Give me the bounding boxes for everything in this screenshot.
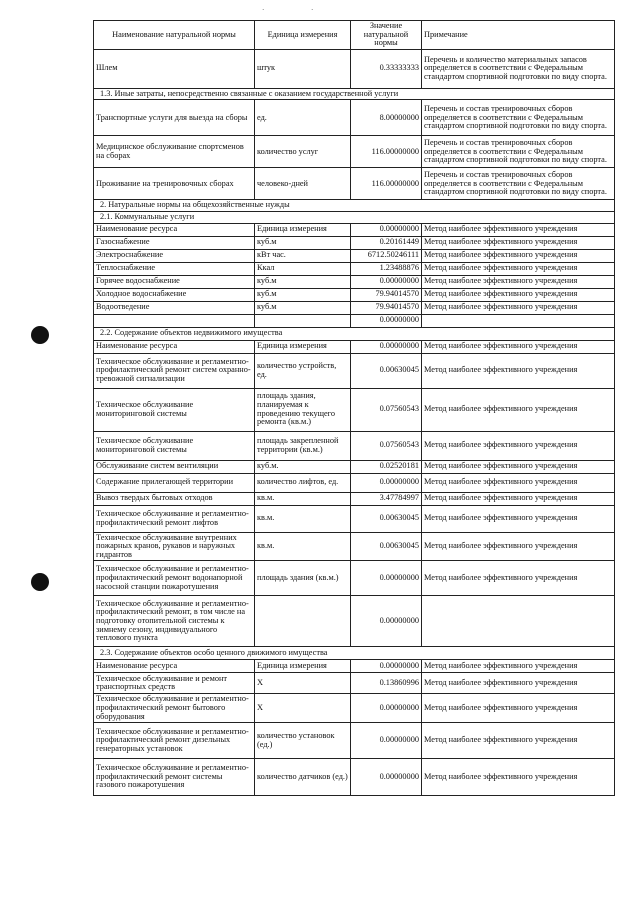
header-unit: Единица измерения xyxy=(255,21,351,50)
note-cell xyxy=(422,314,615,327)
section-heading: 2. Натуральные нормы на общехозяйственные нужды xyxy=(94,200,615,212)
value-cell: 0.00000000 xyxy=(351,596,422,647)
resource-name-cell: Электроснабжение xyxy=(94,249,255,262)
table-row xyxy=(94,236,615,249)
value-cell: 0.33333333 xyxy=(351,49,422,88)
scan-speck: · xyxy=(262,6,265,14)
note-cell: Метод наиболее эффективного учреждения xyxy=(422,759,615,796)
note-cell: Метод наиболее эффективного учреждения xyxy=(422,275,615,288)
resource-name-cell: Вывоз твердых бытовых отходов xyxy=(94,492,255,505)
note-cell: Метод наиболее эффективного учреждения xyxy=(422,460,615,473)
table-row xyxy=(94,388,615,431)
table-row xyxy=(94,660,615,673)
table-row xyxy=(94,561,615,596)
section-2-1-row xyxy=(94,211,615,223)
resource-name-cell: Наименование ресурса xyxy=(94,660,255,673)
unit-cell: кв.м. xyxy=(255,492,351,505)
header-value: Значение натуральной нормы xyxy=(351,21,422,50)
table-row xyxy=(94,473,615,492)
unit-cell: куб.м. xyxy=(255,460,351,473)
note-cell: Метод наиболее эффективного учреждения xyxy=(422,673,615,694)
note-cell: Метод наиболее эффективного учреждения xyxy=(422,532,615,561)
value-cell: 0.02520181 xyxy=(351,460,422,473)
note-cell: Метод наиболее эффективного учреждения xyxy=(422,236,615,249)
unit-cell xyxy=(255,596,351,647)
unit-cell: куб.м xyxy=(255,236,351,249)
note-cell: Метод наиболее эффективного учреждения xyxy=(422,301,615,314)
unit-cell: Единица измерения xyxy=(255,660,351,673)
section-1-3-row xyxy=(94,88,615,100)
value-cell: 0.07560543 xyxy=(351,388,422,431)
table-row xyxy=(94,596,615,647)
table-row xyxy=(94,136,615,168)
unit-cell: количество установок (ед.) xyxy=(255,723,351,759)
resource-name-cell: Техническое обслуживание и регламентно-профилактический ремонт дизельных генераторных установок xyxy=(94,723,255,759)
value-cell: 0.00000000 xyxy=(351,660,422,673)
table-row xyxy=(94,340,615,353)
value-cell: 6712.50246111 xyxy=(351,249,422,262)
note-cell: Метод наиболее эффективного учреждения xyxy=(422,431,615,460)
resource-name-cell: Техническое обслуживание и регламентно-профилактический ремонт систем охранно-тревожной сигнализации xyxy=(94,353,255,388)
value-cell: 79.94014570 xyxy=(351,301,422,314)
value-cell: 3.47784997 xyxy=(351,492,422,505)
section-heading: 2.3. Содержание объектов особо ценного движимого имущества xyxy=(94,647,615,660)
unit-cell: ед. xyxy=(255,100,351,136)
note-cell: Метод наиболее эффективного учреждения xyxy=(422,660,615,673)
section-heading: 2.1. Коммунальные услуги xyxy=(94,211,615,223)
header-note: Примечание xyxy=(422,21,615,50)
resource-name-cell: Техническое обслуживание и регламентно-профилактический ремонт водонапорной насосной станции пожаротушения xyxy=(94,561,255,596)
table-row xyxy=(94,262,615,275)
section-2-3-row xyxy=(94,647,615,660)
value-cell: 0.00000000 xyxy=(351,314,422,327)
unit-cell: количество датчиков (ед.) xyxy=(255,759,351,796)
section-heading: 1.3. Иные затраты, непосредственно связанные с оказанием государственной услуги xyxy=(94,88,615,100)
note-cell: Перечень и состав тренировочных сборов определяется в соответствии с Федеральным стандартом спортивной подготовки по виду спорта. xyxy=(422,136,615,168)
note-cell: Метод наиболее эффективного учреждения xyxy=(422,249,615,262)
table-row xyxy=(94,460,615,473)
resource-name-cell: Медицинское обслуживание спортсменов на сборах xyxy=(94,136,255,168)
resource-name-cell: Содержание прилегающей территории xyxy=(94,473,255,492)
resource-name-cell: Наименование ресурса xyxy=(94,223,255,236)
note-cell: Метод наиболее эффективного учреждения xyxy=(422,223,615,236)
note-cell: Метод наиболее эффективного учреждения xyxy=(422,723,615,759)
unit-cell: площадь здания (кв.м.) xyxy=(255,561,351,596)
resource-name-cell: Техническое обслуживание внутренних пожарных кранов, рукавов и наружных гидрантов xyxy=(94,532,255,561)
unit-cell: количество устройств, ед. xyxy=(255,353,351,388)
value-cell: 0.00000000 xyxy=(351,561,422,596)
note-cell: Перечень и состав тренировочных сборов определяется в соответствии с Федеральным стандартом спортивной подготовки по виду спорта. xyxy=(422,168,615,200)
table-row xyxy=(94,100,615,136)
value-cell: 0.00000000 xyxy=(351,694,422,723)
table-row xyxy=(94,249,615,262)
value-cell: 0.00000000 xyxy=(351,275,422,288)
value-cell: 79.94014570 xyxy=(351,288,422,301)
unit-cell: человеко-дней xyxy=(255,168,351,200)
resource-name-cell: Техническое обслуживание и регламентно-профилактический ремонт, в том числе на подготовку отопительной системы к зимнему сезону, индивидуального теплового пункта xyxy=(94,596,255,647)
value-cell: 116.00000000 xyxy=(351,136,422,168)
resource-name-cell: Газоснабжение xyxy=(94,236,255,249)
resource-name-cell: Техническое обслуживание и регламентно-профилактический ремонт лифтов xyxy=(94,505,255,532)
unit-cell: Х xyxy=(255,673,351,694)
table-row xyxy=(94,723,615,759)
unit-cell: куб.м xyxy=(255,288,351,301)
note-cell: Метод наиболее эффективного учреждения xyxy=(422,492,615,505)
resource-name-cell: Обслуживание систем вентиляции xyxy=(94,460,255,473)
unit-cell xyxy=(255,314,351,327)
table-row xyxy=(94,223,615,236)
value-cell: 116.00000000 xyxy=(351,168,422,200)
note-cell: Метод наиболее эффективного учреждения xyxy=(422,388,615,431)
value-cell: 0.00630045 xyxy=(351,532,422,561)
unit-cell: площадь закрепленной территории (кв.м.) xyxy=(255,431,351,460)
unit-cell: Единица измерения xyxy=(255,223,351,236)
value-cell: 0.07560543 xyxy=(351,431,422,460)
unit-cell: Единица измерения xyxy=(255,340,351,353)
header-name: Наименование натуральной нормы xyxy=(94,21,255,50)
table-row xyxy=(94,288,615,301)
note-cell: Метод наиболее эффективного учреждения xyxy=(422,353,615,388)
table-row xyxy=(94,275,615,288)
value-cell: 8.00000000 xyxy=(351,100,422,136)
table-row xyxy=(94,532,615,561)
note-cell: Перечень и количество материальных запасов определяется в соответствии с Федеральным стандартом спортивной подготовки по виду спорта. xyxy=(422,49,615,88)
note-cell: Метод наиболее эффективного учреждения xyxy=(422,694,615,723)
value-cell: 0.00000000 xyxy=(351,223,422,236)
resource-name-cell: Холодное водоснабжение xyxy=(94,288,255,301)
resource-name-cell: Техническое обслуживание и регламентно-профилактический ремонт системы газового пожаротушения xyxy=(94,759,255,796)
section-2-row xyxy=(94,200,615,212)
resource-name-cell: Горячее водоснабжение xyxy=(94,275,255,288)
value-cell: 0.13860996 xyxy=(351,673,422,694)
unit-cell: кв.м. xyxy=(255,532,351,561)
value-cell: 1.23488876 xyxy=(351,262,422,275)
table-row xyxy=(94,168,615,200)
table-row xyxy=(94,492,615,505)
unit-cell: кВт час. xyxy=(255,249,351,262)
note-cell: Метод наиболее эффективного учреждения xyxy=(422,473,615,492)
resource-name-cell: Техническое обслуживание мониторинговой системы xyxy=(94,431,255,460)
note-cell xyxy=(422,596,615,647)
value-cell: 0.00630045 xyxy=(351,353,422,388)
value-cell: 0.00000000 xyxy=(351,473,422,492)
table-row xyxy=(94,694,615,723)
resource-name-cell: Транспортные услуги для выезда на сборы xyxy=(94,100,255,136)
section-heading: 2.2. Содержание объектов недвижимого имущества xyxy=(94,327,615,340)
table-row xyxy=(94,301,615,314)
scan-speck: · xyxy=(311,6,314,14)
table-row xyxy=(94,314,615,327)
note-cell: Метод наиболее эффективного учреждения xyxy=(422,505,615,532)
resource-name-cell: Водоотведение xyxy=(94,301,255,314)
resource-name-cell: Техническое обслуживание и регламентно-профилактический ремонт бытового оборудования xyxy=(94,694,255,723)
resource-name-cell: Техническое обслуживание мониторинговой системы xyxy=(94,388,255,431)
resource-name-cell: Наименование ресурса xyxy=(94,340,255,353)
table-row xyxy=(94,673,615,694)
unit-cell: Х xyxy=(255,694,351,723)
note-cell: Перечень и состав тренировочных сборов определяется в соответствии с Федеральным стандартом спортивной подготовки по виду спорта. xyxy=(422,100,615,136)
norms-table xyxy=(93,20,615,796)
table-row xyxy=(94,49,615,88)
note-cell: Метод наиболее эффективного учреждения xyxy=(422,288,615,301)
section-2-2-row xyxy=(94,327,615,340)
unit-cell: куб.м xyxy=(255,301,351,314)
value-cell: 0.00630045 xyxy=(351,505,422,532)
table-header-row xyxy=(94,21,615,50)
table-row xyxy=(94,431,615,460)
table-row xyxy=(94,759,615,796)
table-row xyxy=(94,505,615,532)
note-cell: Метод наиболее эффективного учреждения xyxy=(422,262,615,275)
table-row xyxy=(94,353,615,388)
resource-name-cell: Проживание на тренировочных сборах xyxy=(94,168,255,200)
resource-name-cell: Техническое обслуживание и ремонт транспортных средств xyxy=(94,673,255,694)
unit-cell: кв.м. xyxy=(255,505,351,532)
resource-name-cell xyxy=(94,314,255,327)
unit-cell: Ккал xyxy=(255,262,351,275)
unit-cell: куб.м xyxy=(255,275,351,288)
resource-name-cell: Теплоснабжение xyxy=(94,262,255,275)
note-cell: Метод наиболее эффективного учреждения xyxy=(422,340,615,353)
unit-cell: штук xyxy=(255,49,351,88)
unit-cell: количество услуг xyxy=(255,136,351,168)
unit-cell: количество лифтов, ед. xyxy=(255,473,351,492)
value-cell: 0.00000000 xyxy=(351,340,422,353)
punch-hole xyxy=(31,326,49,344)
unit-cell: площадь здания, планируемая к проведению текущего ремонта (кв.м.) xyxy=(255,388,351,431)
note-cell: Метод наиболее эффективного учреждения xyxy=(422,561,615,596)
value-cell: 0.20161449 xyxy=(351,236,422,249)
value-cell: 0.00000000 xyxy=(351,759,422,796)
value-cell: 0.00000000 xyxy=(351,723,422,759)
punch-hole xyxy=(31,573,49,591)
resource-name-cell: Шлем xyxy=(94,49,255,88)
